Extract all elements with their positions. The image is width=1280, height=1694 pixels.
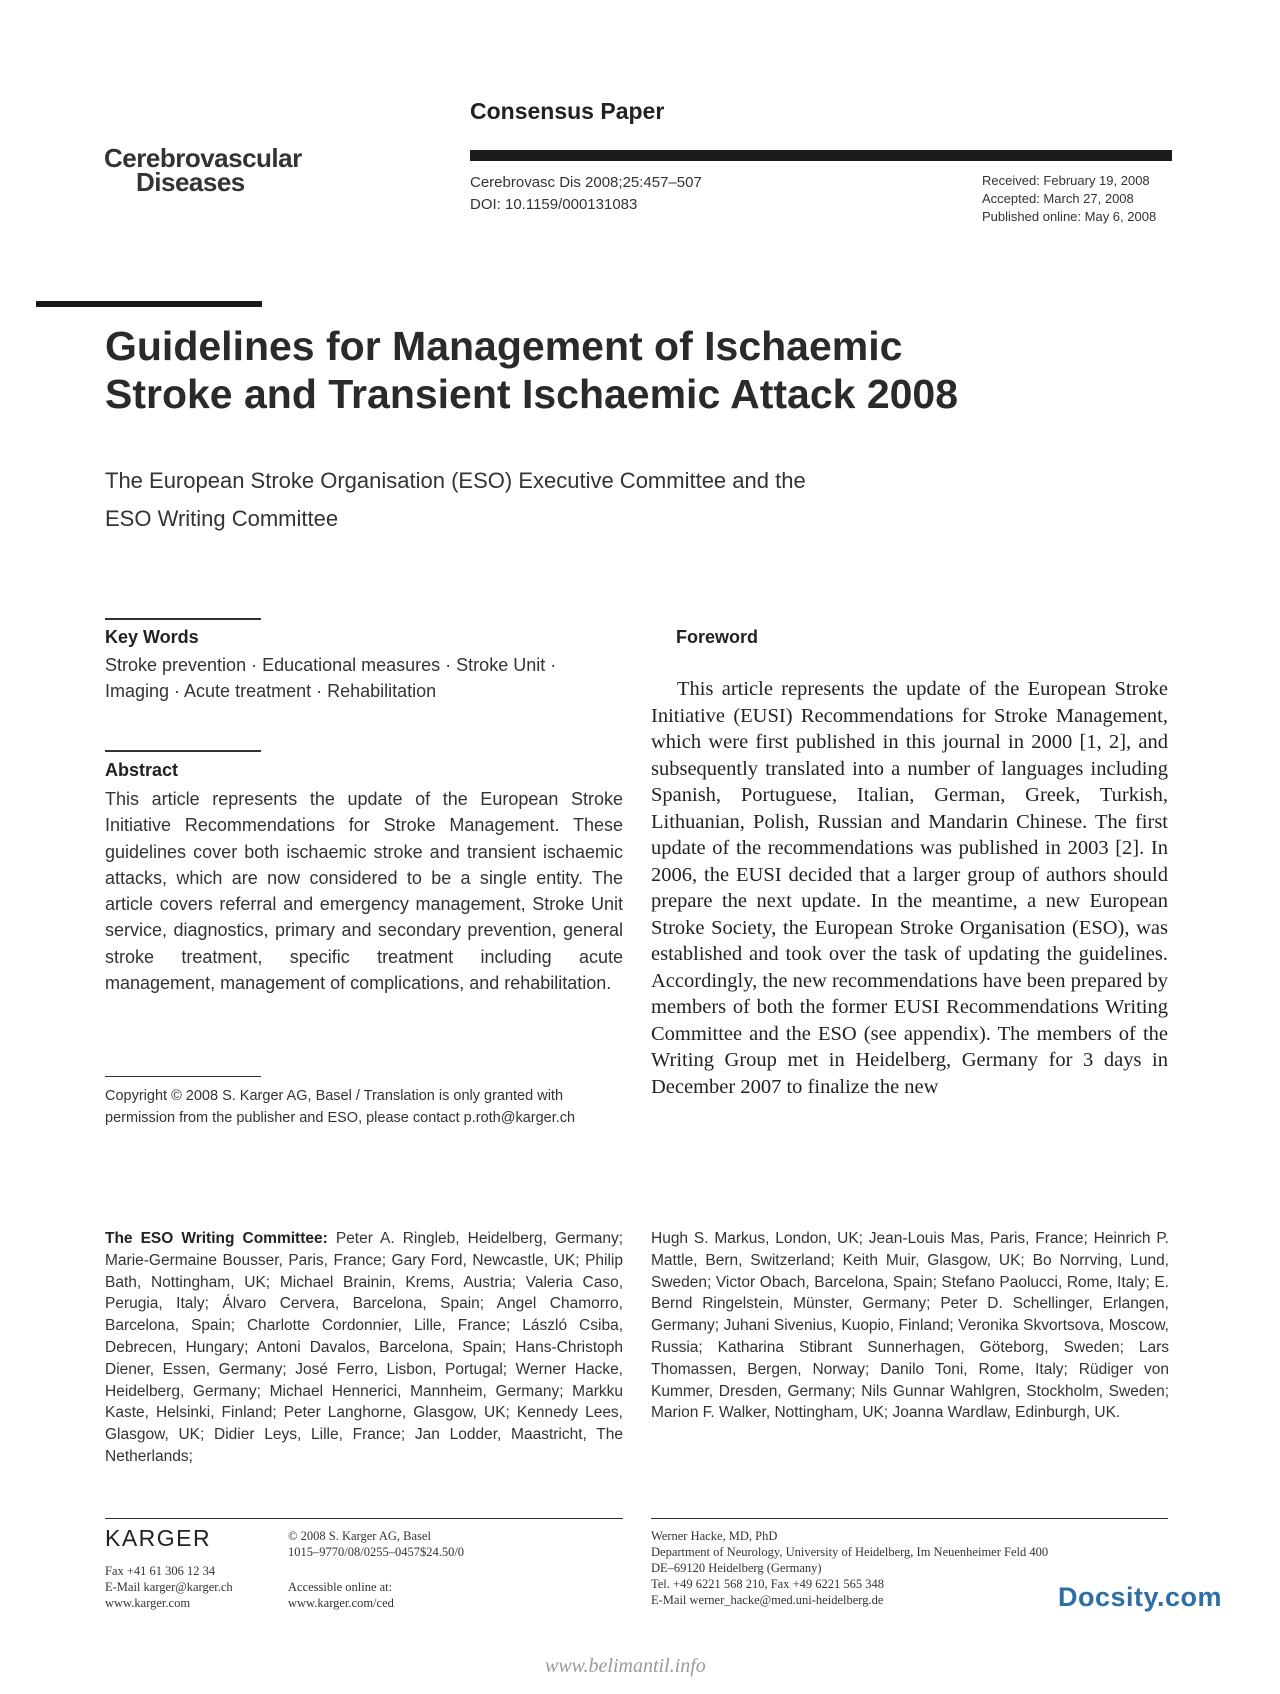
footer-rule-right [651, 1518, 1168, 1519]
belimantil-watermark: www.belimantil.info [545, 1655, 706, 1677]
dates-block [982, 172, 1156, 226]
accepted-date: Accepted: March 27, 2008 [982, 191, 1134, 206]
title-line2: Stroke and Transient Ischaemic Attack 2008 [105, 371, 959, 417]
contact-email: E-Mail werner_hacke@med.uni-heidelberg.de [651, 1593, 884, 1607]
abstract-text: This article represents the update of the European Stroke Initiative Recommendations for Stroke Management. These guidelines cover both ischaemic stroke and transient ischaemic attacks, which are now considered to be a single entity. The article covers referral and emergency management, Stroke Unit service, diagnostics, primary and secondary prevention, general stroke treatment, specific treatment including acute management, management of complications, and rehabilitation. [105, 789, 623, 994]
title-rule [36, 301, 262, 307]
journal-logo-line1: Cerebrovascular [104, 143, 302, 173]
copyright-line2: permission from the publisher and ESO, please contact p.roth@karger.ch [105, 1110, 576, 1126]
header-rule [470, 150, 1172, 161]
abstract-rule [105, 750, 261, 752]
keywords-heading: Key Words [105, 627, 199, 647]
copyright-notice [105, 1085, 625, 1129]
foreword-heading: Foreword [676, 627, 759, 647]
footer-copyright-line: © 2008 S. Karger AG, Basel [288, 1529, 431, 1543]
keywords-rule [105, 618, 261, 620]
copyright-rule [105, 1076, 261, 1077]
accessible-url: www.karger.com/ced [288, 1596, 394, 1610]
copyright-line1: Copyright © 2008 S. Karger AG, Basel / Translation is only granted with [105, 1088, 564, 1104]
contact-dept: Department of Neurology, University of Heidelberg, Im Neuenheimer Feld 400 [651, 1545, 1049, 1559]
published-date: Published online: May 6, 2008 [982, 209, 1157, 224]
doi: DOI: 10.1159/000131083 [470, 196, 638, 213]
abstract-heading: Abstract [105, 760, 179, 780]
journal-logo [104, 143, 302, 197]
contact-city: DE–69120 Heidelberg (Germany) [651, 1561, 822, 1575]
footer-rule-left [105, 1518, 623, 1519]
publisher-logo: KARGER [105, 1525, 212, 1551]
publisher-email: E-Mail karger@karger.ch [105, 1580, 233, 1594]
authors [105, 462, 1005, 538]
journal-logo-line2: Diseases [136, 167, 245, 197]
keywords-text [105, 652, 625, 704]
footer-copyright [288, 1528, 464, 1560]
title-line1: Guidelines for Management of Ischaemic [105, 323, 903, 369]
page-title [105, 322, 1165, 418]
contact-name: Werner Hacke, MD, PhD [651, 1529, 778, 1543]
committee-label: The ESO Writing Committee: [105, 1230, 328, 1247]
publisher-fax: Fax +41 61 306 12 34 [105, 1564, 216, 1578]
footer-accessible [288, 1579, 394, 1611]
committee-left-text: Peter A. Ringleb, Heidelberg, Germany; Marie-Germaine Bousser, Paris, France; Gary Ford, Newcastle, UK; Philip Bath, Nottingham, UK; Michael Brainin, Krems, Austria; Valeria Caso, Perugia, Italy; Álvaro Cervera, Barcelona, Spain; Angel Chamorro, Barcelona, Spain; Charlotte Cordonnier, Lille, France; László Csiba, Debrecen, Hungary; Antoni Davalos, Barcelona, Spain; Hans-Christoph Diener, Essen, Germany; José Ferro, Lisbon, Portugal; Werner Hacke, Heidelberg, Germany; Michael Hennerici, Mannheim, Germany; Markku Kaste, Helsinki, Finland; Peter Langhorne, Glasgow, UK; Kennedy Lees, Glasgow, UK; Didier Leys, Lille, France; Jan Lodder, Maastricht, The Netherlands; [105, 1230, 623, 1465]
citation-block [470, 172, 702, 216]
keywords-line1: Stroke prevention · Educational measures · Stroke Unit · [105, 655, 557, 675]
publisher-contact [105, 1563, 233, 1611]
foreword-text: This article represents the update of the European Stroke Initiative (EUSI) Recommendations for Stroke Management, which were first published in this journal in 2000 [1, 2], and subsequently translated into a number of languages including Spanish, Portuguese, Italian, German, Greek, Turkish, Lithuanian, Polish, Russian and Mandarin Chinese. The first update of the recommendations was published in 2003 [2]. In 2006, the EUSI decided that a larger group of authors should prepare the next update. In the meantime, a new European Stroke Society, the European Stroke Organisation (ESO), was established and took over the task of updating the guidelines. Accordingly, the new recommendations have been prepared by members of both the former EUSI Recommendations Writing Committee and the ESO (see appendix). The members of the Writing Group met in Heidelberg, Germany for 3 days in December 2007 to finalize the new [651, 678, 1168, 1098]
citation: Cerebrovasc Dis 2008;25:457–507 [470, 174, 702, 191]
authors-line2: ESO Writing Committee [105, 506, 339, 531]
docsity-watermark: Docsity.com [1058, 1582, 1223, 1612]
authors-line1: The European Stroke Organisation (ESO) Executive Committee and the [105, 468, 806, 493]
publisher-web: www.karger.com [105, 1596, 191, 1610]
committee-right: Hugh S. Markus, London, UK; Jean-Louis Mas, Paris, France; Heinrich P. Mattle, Bern, Switzerland; Keith Muir, Glasgow, UK; Bo Norrving, Lund, Sweden; Victor Obach, Barcelona, Spain; Stefano Paolucci, Rome, Italy; E. Bernd Ringelstein, Münster, Germany; Peter D. Schellinger, Erlangen, Germany; Juhani Sivenius, Kuopio, Finland; Veronika Skvortsova, Moscow, Russia; Katharina Stibrant Sunnerhagen, Göteborg, Sweden; Lars Thomassen, Bergen, Norway; Danilo Toni, Rome, Italy; Rüdiger von Kummer, Dresden, Germany; Nils Gunnar Wahlgren, Stockholm, Sweden; Marion F. Walker, Nottingham, UK; Joanna Wardlaw, Edinburgh, UK. [651, 1230, 1169, 1422]
keywords-line2: Imaging · Acute treatment · Rehabilitation [105, 681, 437, 701]
contact-tel: Tel. +49 6221 568 210, Fax +49 6221 565 348 [651, 1577, 885, 1591]
corresponding-author [651, 1528, 1048, 1608]
accessible-label: Accessible online at: [288, 1580, 393, 1594]
received-date: Received: February 19, 2008 [982, 173, 1150, 188]
footer-code: 1015–9770/08/0255–0457$24.50/0 [288, 1545, 465, 1559]
paper-type-label: Consensus Paper [470, 98, 665, 124]
committee-left [105, 1228, 623, 1468]
